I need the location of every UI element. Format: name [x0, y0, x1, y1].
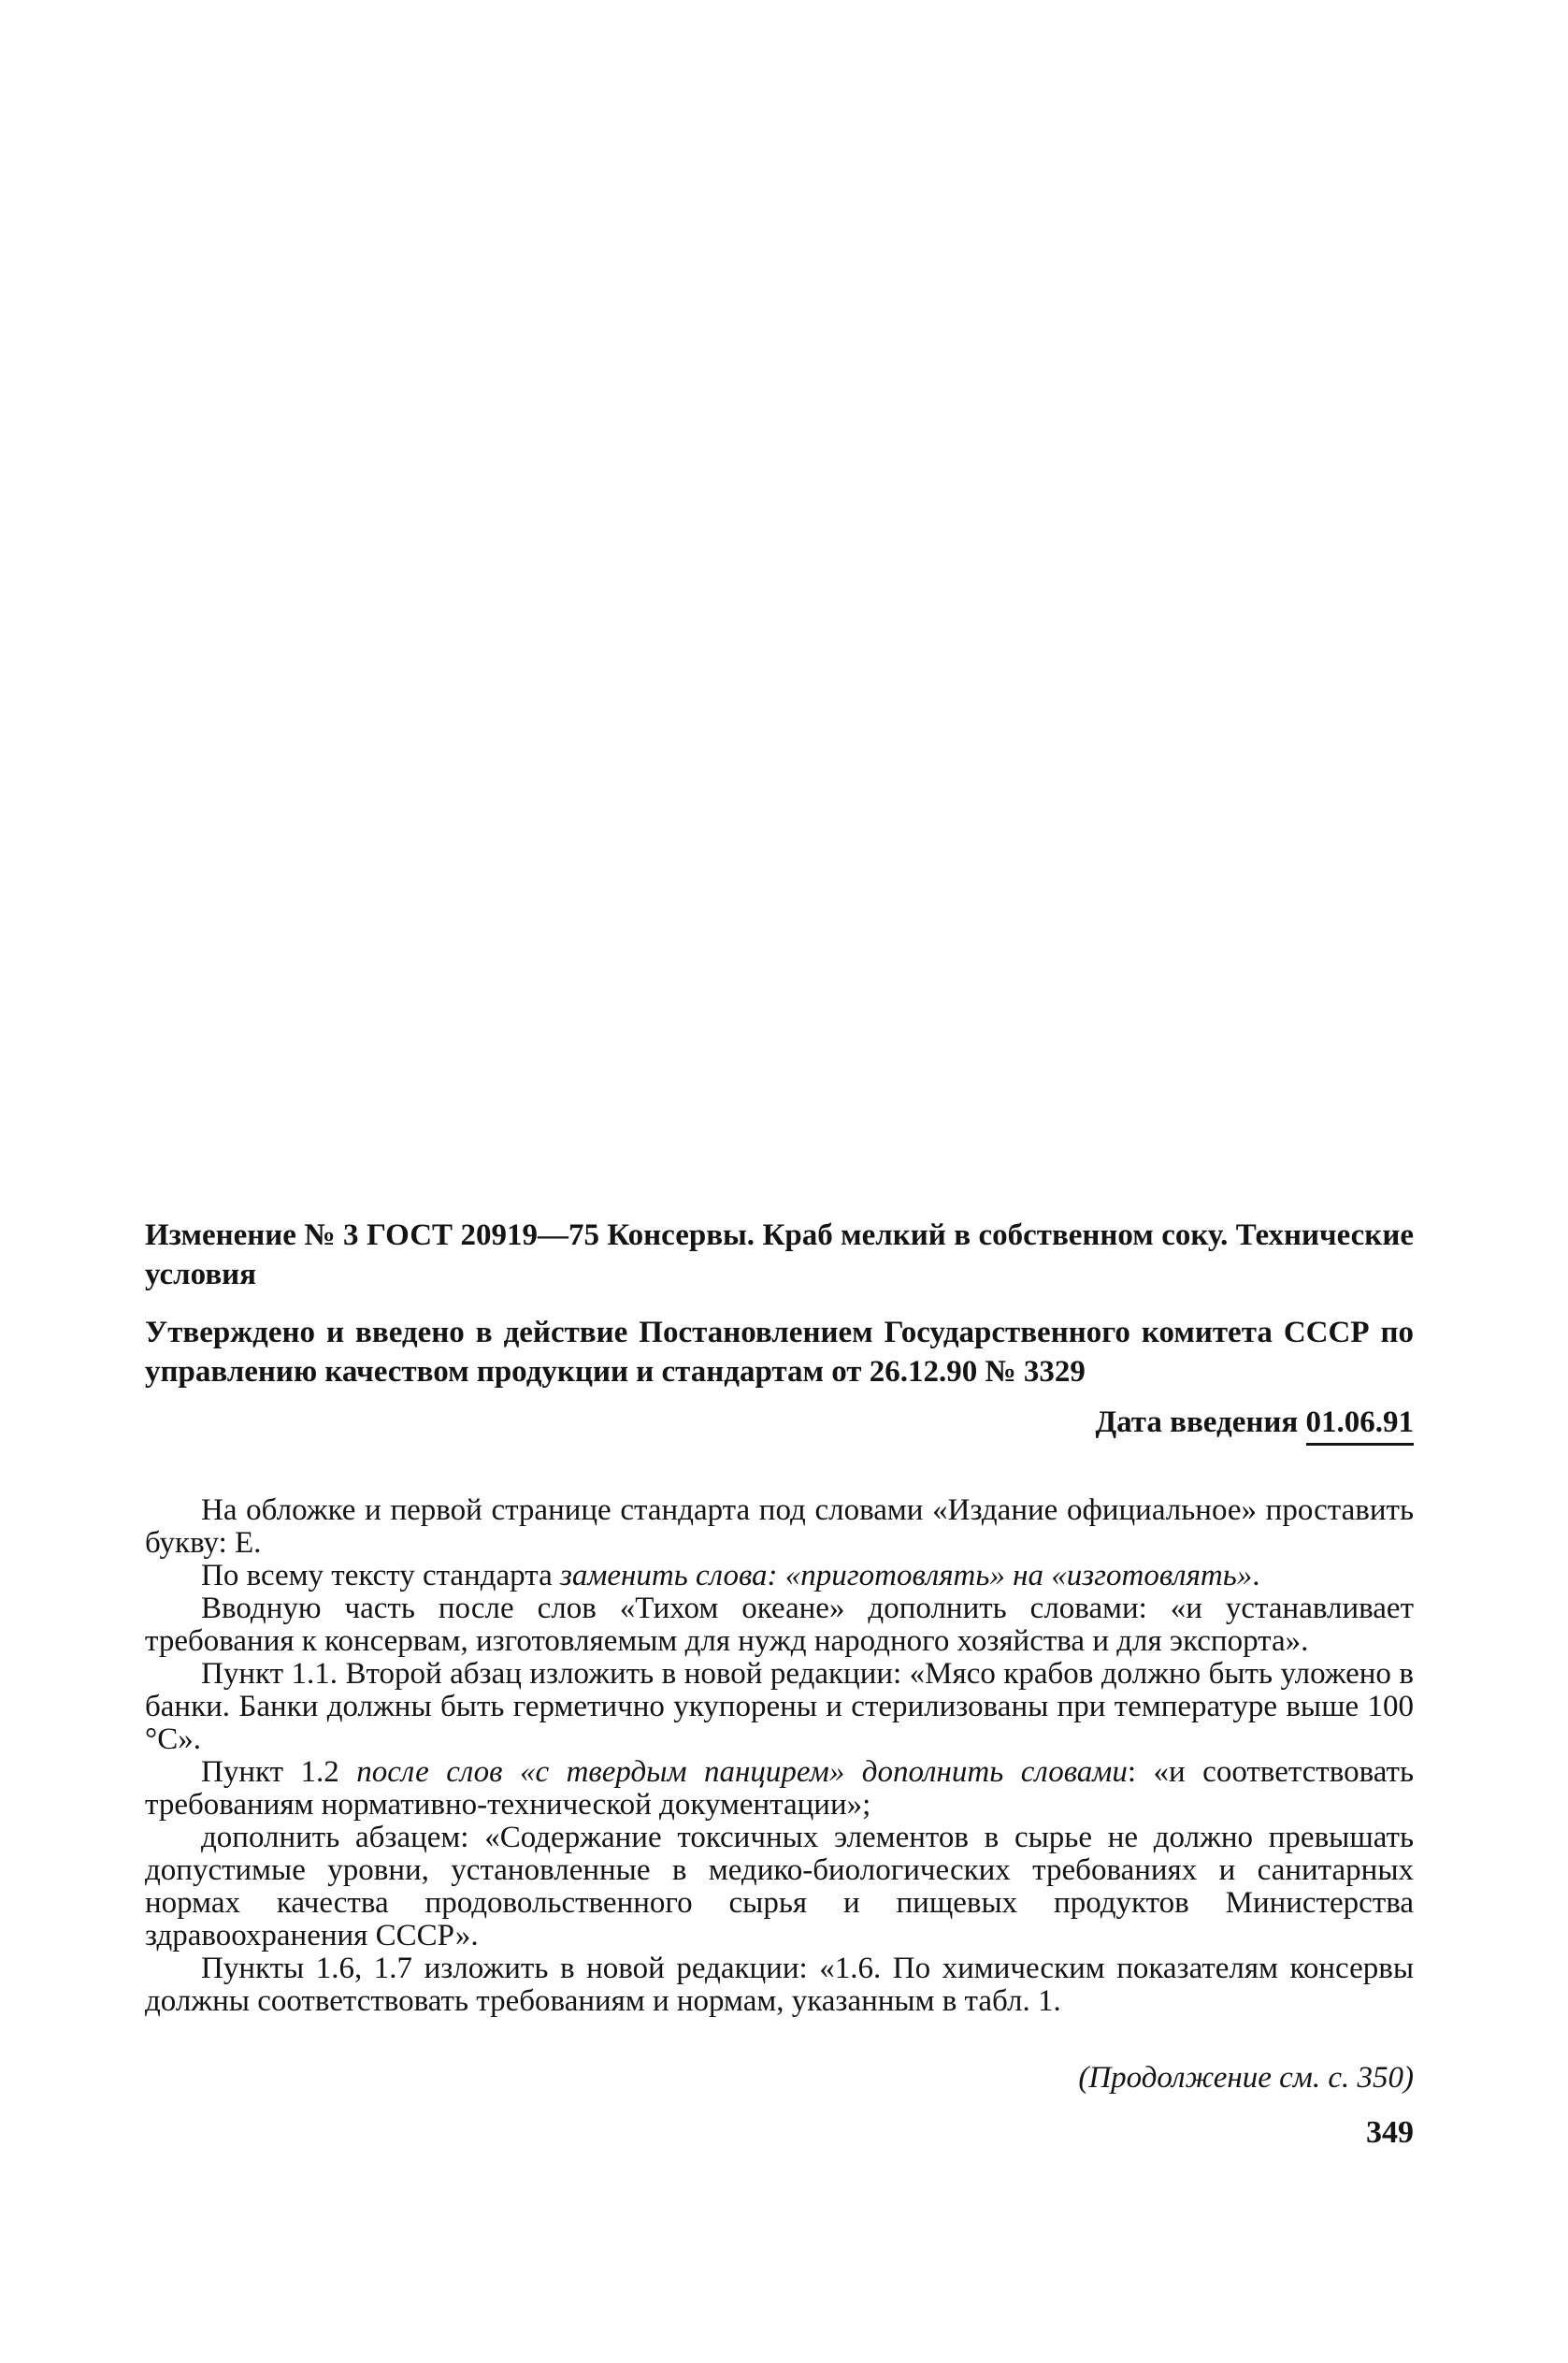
document-body	[145, 1494, 1414, 2018]
paragraph: Пункт 1.1. Второй абзац изложить в новой редакции: «Мясо крабов должно быть уложено в банки. Банки должны быть герметично укупорены и стерилизованы при температуре выше 100 °С».	[145, 1657, 1414, 1756]
introduction-date-label: Дата введения	[1095, 1405, 1299, 1439]
document-title: Изменение № 3 ГОСТ 20919—75 Консервы. Краб мелкий в собственном соку. Технические условия	[145, 1218, 1414, 1291]
continuation-note: (Продолжение см. с. 350)	[1078, 2061, 1414, 2095]
paragraph: Пункты 1.6, 1.7 изложить в новой редакции: «1.6. По химическим показателям консервы должны соответствовать требованиям и нормам, указанным в табл. 1.	[145, 1952, 1414, 2018]
paragraph-emphasis: после слов «с твердым панцирем» дополнить словами	[356, 1755, 1128, 1789]
paragraph-emphasis: заменить слова: «приготовлять» на «изготовлять»	[559, 1559, 1253, 1592]
introduction-date-value: 01.06.91	[1306, 1403, 1415, 1446]
paragraph	[145, 1560, 1414, 1592]
paragraph-text: : «и соответствовать требованиям нормативно-технической документации»;	[145, 1755, 1414, 1822]
introduction-date	[145, 1403, 1414, 1446]
approval-statement: Утверждено и введено в действие Постановлением Государственного комитета СССР по управлению качеством продукции и стандартам от 26.12.90 № 3329	[145, 1316, 1414, 1389]
document-content	[145, 1216, 1414, 2096]
paragraph-text: .	[1252, 1559, 1260, 1592]
paragraph-text: Пункт 1.2	[201, 1755, 357, 1789]
paragraph-text: По всему тексту стандарта	[201, 1559, 560, 1592]
page-number: 349	[1366, 2115, 1414, 2150]
paragraph: Вводную часть после слов «Тихом океане» дополнить словами: «и устанавливает требования к консервам, изготовляемым для нужд народного хозяйства и для экспорта».	[145, 1592, 1414, 1658]
paragraph	[145, 1756, 1414, 1822]
paragraph: дополнить абзацем: «Содержание токсичных элементов в сырье не должно превышать допустимые уровни, установленные в медико-биологических требованиях и санитарных нормах качества продовольственного сырья и пищевых продуктов Министерства здравоохранения СССР».	[145, 1821, 1414, 1952]
paragraph: На обложке и первой странице стандарта под словами «Издание официальное» проставить букву: Е.	[145, 1493, 1414, 1560]
